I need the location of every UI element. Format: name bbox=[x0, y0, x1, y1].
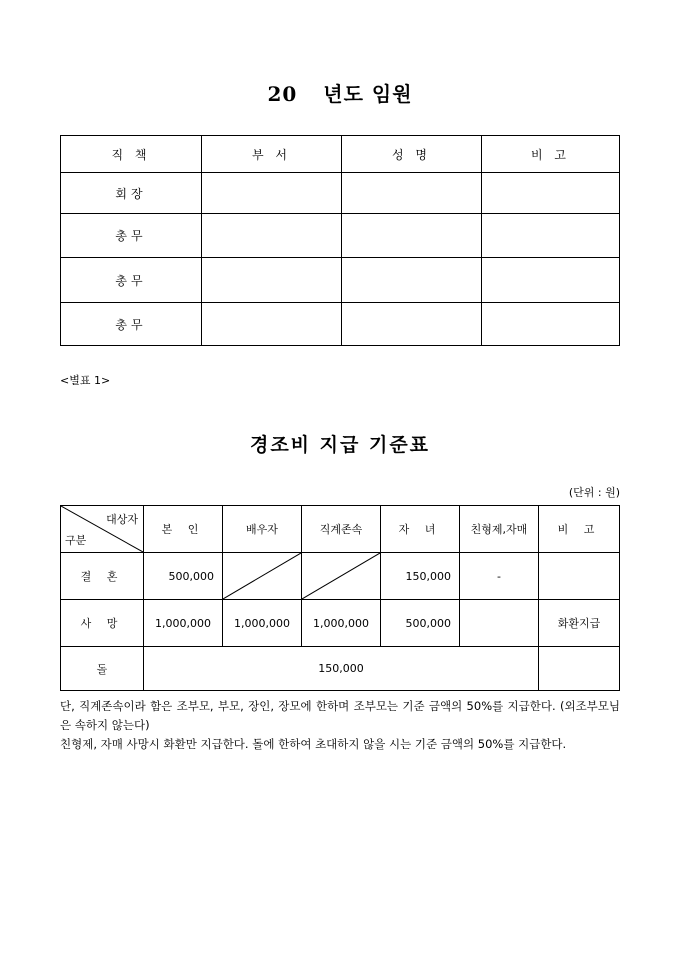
officers-header-remarks: 비 고 bbox=[482, 136, 620, 173]
header-ancestor: 직계존속 bbox=[302, 506, 381, 553]
officers-role: 총무 bbox=[61, 258, 202, 303]
footnotes bbox=[60, 697, 620, 754]
officers-remarks-cell[interactable] bbox=[482, 303, 620, 346]
header-self: 본 인 bbox=[144, 506, 223, 553]
officers-remarks-cell[interactable] bbox=[482, 258, 620, 303]
officers-remarks-cell[interactable] bbox=[482, 214, 620, 258]
officers-dept-cell[interactable] bbox=[202, 258, 342, 303]
header-sibling: 친형제,자매 bbox=[460, 506, 539, 553]
officers-name-cell[interactable] bbox=[342, 173, 482, 214]
header-spouse: 배우자 bbox=[223, 506, 302, 553]
header-remarks: 비 고 bbox=[539, 506, 620, 553]
birthday-amount: 150,000 bbox=[144, 647, 539, 691]
schedule-row-wedding bbox=[61, 553, 620, 600]
schedule-row-birthday bbox=[61, 647, 620, 691]
appendix-label: <별표 1> bbox=[60, 374, 111, 387]
officers-header-dept: 부 서 bbox=[202, 136, 342, 173]
row-label-wedding: 결 혼 bbox=[61, 553, 144, 600]
officers-dept-cell[interactable] bbox=[202, 214, 342, 258]
wedding-child-amount: 150,000 bbox=[381, 553, 460, 600]
death-sibling-amount bbox=[460, 600, 539, 647]
wedding-self-amount: 500,000 bbox=[144, 553, 223, 600]
officers-role: 총무 bbox=[61, 303, 202, 346]
footnote-ancestor: 단, 직계존속이라 함은 조부모, 부모, 장인, 장모에 한하며 조부모는 기준 금액의 50%를 지급한다. (외조부모님은 속하지 않는다) bbox=[60, 699, 620, 732]
officers-header-row bbox=[61, 136, 620, 173]
officers-title-text: 년도 임원 bbox=[323, 82, 413, 106]
schedule-title: 경조비 지급 기준표 bbox=[249, 434, 431, 456]
death-remarks: 화환지급 bbox=[539, 600, 620, 647]
officers-row bbox=[61, 303, 620, 346]
wedding-ancestor-na bbox=[302, 553, 381, 600]
death-self-amount: 1,000,000 bbox=[144, 600, 223, 647]
schedule-row-death bbox=[61, 600, 620, 647]
officers-dept-cell[interactable] bbox=[202, 173, 342, 214]
schedule-header-row bbox=[61, 506, 620, 553]
officers-remarks-cell[interactable] bbox=[482, 173, 620, 214]
corner-category-label: 구분 bbox=[65, 534, 87, 547]
unit-label: (단위 : 원) bbox=[568, 486, 620, 499]
officers-name-cell[interactable] bbox=[342, 258, 482, 303]
footnote-sibling: 친형제, 자매 사망시 화환만 지급한다. 돌에 한하여 초대하지 않을 시는 기준 금액의 50%를 지급한다. bbox=[60, 737, 567, 751]
officers-title-year: 20 bbox=[267, 82, 298, 106]
wedding-sibling-amount: - bbox=[460, 553, 539, 600]
corner-target-label: 대상자 bbox=[106, 513, 138, 526]
officers-name-cell[interactable] bbox=[342, 303, 482, 346]
na-slash bbox=[302, 553, 380, 599]
schedule-corner-cell bbox=[61, 506, 144, 553]
header-child: 자 녀 bbox=[381, 506, 460, 553]
officers-role: 총무 bbox=[61, 214, 202, 258]
death-child-amount: 500,000 bbox=[381, 600, 460, 647]
death-spouse-amount: 1,000,000 bbox=[223, 600, 302, 647]
na-slash bbox=[223, 553, 301, 599]
officers-role: 회장 bbox=[61, 173, 202, 214]
officers-row bbox=[61, 258, 620, 303]
officers-row bbox=[61, 214, 620, 258]
officers-header-role: 직 책 bbox=[61, 136, 202, 173]
officers-row bbox=[61, 173, 620, 214]
birthday-remarks bbox=[539, 647, 620, 691]
officers-dept-cell[interactable] bbox=[202, 303, 342, 346]
death-ancestor-amount: 1,000,000 bbox=[302, 600, 381, 647]
row-label-death: 사 망 bbox=[61, 600, 144, 647]
row-label-birthday: 돌 bbox=[61, 647, 144, 691]
wedding-remarks bbox=[539, 553, 620, 600]
officers-table bbox=[60, 135, 620, 346]
wedding-spouse-na bbox=[223, 553, 302, 600]
officers-name-cell[interactable] bbox=[342, 214, 482, 258]
schedule-table bbox=[60, 505, 620, 691]
officers-title bbox=[0, 78, 680, 107]
officers-header-name: 성 명 bbox=[342, 136, 482, 173]
